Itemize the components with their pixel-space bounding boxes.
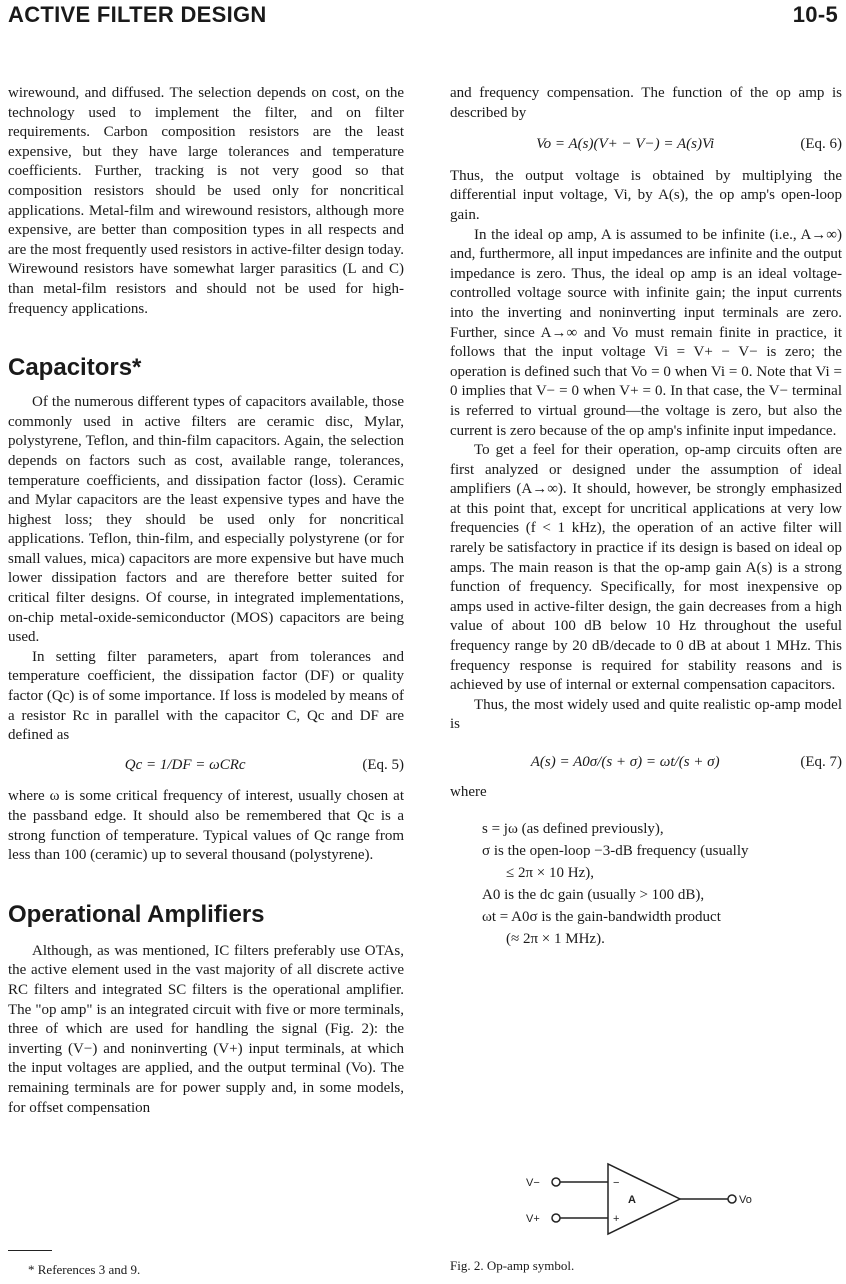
running-header-title: ACTIVE FILTER DESIGN [8, 2, 267, 27]
paragraph: Thus, the most widely used and quite realistic op-amp model is [450, 696, 842, 733]
paragraph: and frequency compensation. The function of the op amp is described by [450, 85, 842, 121]
equation-5 [8, 756, 404, 776]
footnote-divider [8, 1250, 52, 1251]
figure-caption: Fig. 2. Op-amp symbol. [450, 1258, 575, 1273]
definition-item: ≤ 2π × 10 Hz), [506, 865, 595, 882]
paragraph: wirewound, and diffused. The selection depends on cost, on the technology used to implement the filter, and on filter requirements. Carbon composition resistors are the least expensive, but they have large tolerances and temperature coefficients. Further, tracking is not very good so that composition resistors should be used only for noncritical applications. Metal-film and wirewound resistors, although more expensive, are better than composition types in all respects and are the most frequently used resistors in active-filter design today. Wirewound resistors have somewhat larger parasitics (L and C) than metal-film resistors and should not be used for high-frequency applications. [8, 85, 404, 317]
paragraph: Thus, the output voltage is obtained by multiplying the differential input voltage, Vi, by A(s), the op amp's open-loop gain. [450, 167, 842, 223]
paragraph: To get a feel for their operation, op-amp circuits often are first analyzed or designed under the assumption of ideal amplifiers (A→∞). It should, however, be strongly emphasized at this point that, except for uncritical applications at very low frequencies (f < 1 kHz), the operation of an active filter will rarely be satisfactory in practice if its design is based on ideal op amps. The main reason is that the op-amp gain A(s) is a strong function of frequency. Specifically, for most inexpensive op amps used in active-filter design, the gain decreases from a high value of about 100 dB below 10 Hz throughout the useful frequency range by 20 dB/decade to 0 dB at about 1 MHz. This frequency response is required for stability reasons and is achieved by use of internal or external compensation capacitors. [450, 442, 842, 694]
equation-number: (Eq. 6) [800, 136, 842, 153]
terminal-dot [728, 1195, 736, 1203]
terminal-dot [552, 1178, 560, 1186]
definition-item: σ is the open-loop −3-dB frequency (usually [482, 843, 749, 860]
section-heading-capacitors: Capacitors* [8, 354, 142, 382]
gain-label: A [628, 1194, 636, 1206]
minus-sign: − [613, 1177, 620, 1189]
noninverting-input-label: V+ [526, 1213, 540, 1225]
paragraph: Although, as was mentioned, IC filters preferably use OTAs, the active element used in the vast majority of all discrete active RC filters and integrated SC filters is the operational amplifier. The "op amp" is an integrated circuit with five or more terminals, three of which are used for handling the signal (Fig. 2): the inverting (V−) and noninverting (V+) input terminals, at which the input voltages are applied, and the output terminal (Vo). The remaining terminals are for power supply and, in some models, for offset compensation [8, 942, 404, 1116]
section-heading-operational-amplifiers: Operational Amplifiers [8, 900, 265, 928]
equation-body: Vo = A(s)(V+ − V−) = A(s)Vi [536, 136, 715, 153]
equation-6 [450, 135, 842, 155]
equation-number: (Eq. 5) [362, 756, 404, 773]
plus-sign: + [613, 1213, 620, 1225]
inverting-input-label: V− [526, 1177, 540, 1189]
right-column [450, 84, 842, 950]
definition-item: s = jω (as defined previously), [482, 821, 664, 838]
equation-7 [450, 753, 842, 773]
paragraph: In the ideal op amp, A is assumed to be infinite (i.e., A→∞) and, furthermore, all input impedances are infinite and the output impedance is zero. Thus, the ideal op amp is an ideal voltage-controlled voltage source with infinite gain; the input currents into the inverting and noninverting input terminals are zero. Further, since A→∞ and Vo must remain finite in practice, it follows that the input voltage Vi = V+ − V− is zero; the operation is defined such that Vo = 0 when Vi = 0. Note that Vi = 0 implies that V− = 0 when V+ = 0. In that case, the V− terminal is referred to virtual ground—the voltage is zero, but also the current is zero because of the op amp's infinite input impedance. [450, 226, 842, 439]
where-label: where [450, 783, 487, 800]
definition-list [482, 818, 842, 950]
op-amp-symbol-figure [520, 1160, 750, 1238]
equation-body: A(s) = A0σ/(s + σ) = ωt/(s + σ) [530, 754, 720, 770]
paragraph: where ω is some critical frequency of interest, usually chosen at the passband edge. It should also be remembered that Qc is a strong function of temperature. Typical values of Qc range from less than 100 (ceramic) up to several thousand (polystyrene). [8, 788, 404, 864]
page-number: 10-5 [792, 2, 838, 27]
equation-body: Qc = 1/DF = ωCRc [124, 756, 246, 773]
output-label: Vo [739, 1194, 752, 1206]
paragraph: In setting filter parameters, apart from tolerances and temperature coefficient, the dissipation factor (DF) or quality factor (Qc) is of some importance. If loss is modeled by means of a resistor Rc in parallel with the capacitor C, Qc and DF are defined as [8, 648, 404, 744]
definition-item: (≈ 2π × 1 MHz). [506, 931, 605, 948]
definition-item: ωt = A0σ is the gain-bandwidth product [482, 909, 721, 926]
footnote: * References 3 and 9. [28, 1262, 141, 1277]
definition-item: A0 is the dc gain (usually > 100 dB), [482, 887, 705, 904]
paragraph: Of the numerous different types of capacitors available, those commonly used in active filters are ceramic disc, Mylar, polystyrene, Teflon, and thin-film capacitors. Again, the selection depends on factors such as cost, available range, tolerances, temperature coefficients, and dissipation factor (loss). Ceramic and Mylar capacitors are the least expensive types and have the highest loss; they should be used only for noncritical applications. Teflon, thin-film, and especially polystyrene (or for small values, mica) capacitors are more expensive but have much lower dissipation factors and are therefore better suited for critical filter designs. Of course, in integrated implementations, on-chip metal-oxide-semiconductor (MOS) capacitors are being used. [8, 394, 404, 646]
terminal-dot [552, 1214, 560, 1222]
left-column [8, 84, 404, 1118]
equation-number: (Eq. 7) [800, 754, 842, 770]
